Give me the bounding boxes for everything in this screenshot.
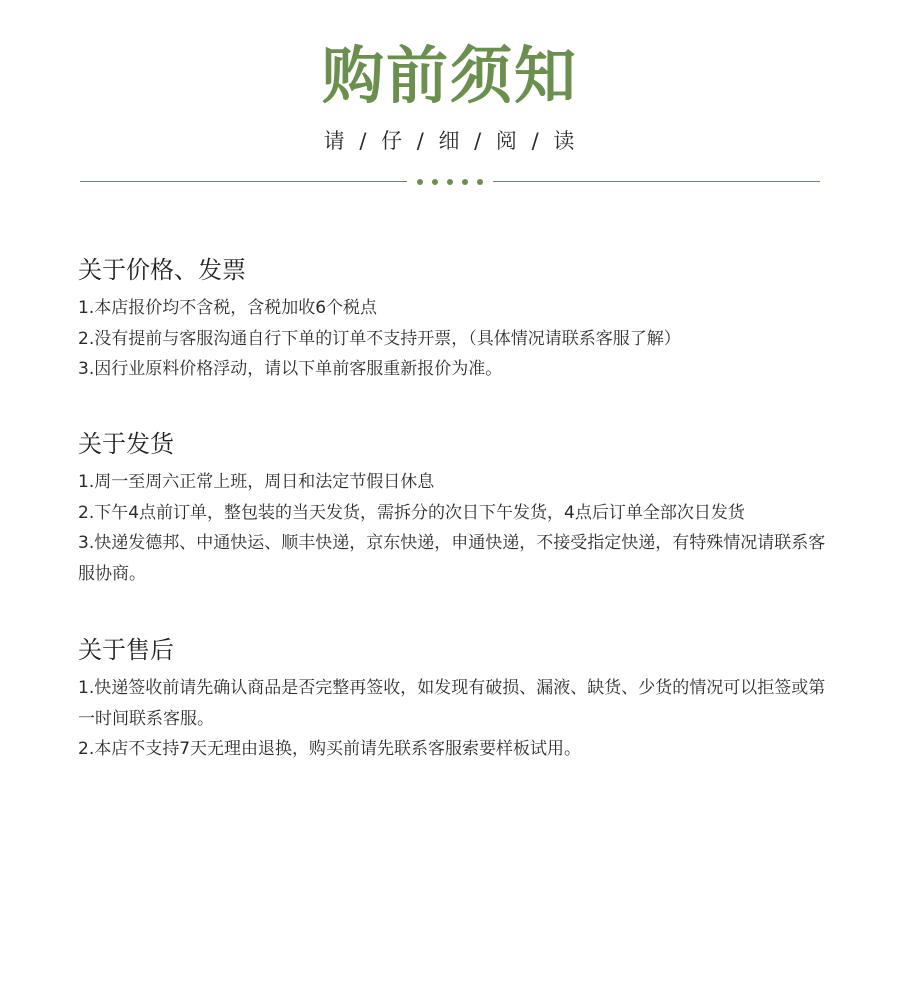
divider-dot <box>447 179 453 185</box>
section-item: 3.快递发德邦、中通快运、顺丰快递，京东快递，申通快递，不接受指定快递，有特殊情况请联系客服协商。 <box>78 533 826 584</box>
divider-line-right <box>493 181 820 182</box>
section-shipping <box>78 427 838 589</box>
section-item: 1.周一至周六正常上班，周日和法定节假日休息 <box>78 472 435 492</box>
title-divider <box>80 176 820 188</box>
section-item: 2.本店不支持7天无理由退换，购买前请先联系客服索要样板试用。 <box>78 739 582 759</box>
divider-dot <box>477 179 483 185</box>
page-subtitle: 请 / 仔 / 细 / 阅 / 读 <box>323 129 577 153</box>
section-price-invoice <box>78 253 838 385</box>
divider-dot <box>417 179 423 185</box>
section-title: 关于发货 <box>78 430 174 458</box>
section-title: 关于价格、发票 <box>78 256 246 284</box>
divider-dot <box>432 179 438 185</box>
divider-dots <box>417 179 487 185</box>
page-title: 购前须知 <box>321 39 578 112</box>
section-title: 关于售后 <box>78 636 174 664</box>
section-item: 2.没有提前与客服沟通自行下单的订单不支持开票，（具体情况请联系客服了解） <box>78 328 681 349</box>
section-after-sales <box>78 633 838 765</box>
header <box>0 0 900 200</box>
divider-line-left <box>80 181 407 182</box>
section-item: 1.快递签收前请先确认商品是否完整再签收，如发现有破损、漏液、缺货、少货的情况可以拒签或第一时间联系客服。 <box>78 678 826 729</box>
divider-dot <box>462 179 468 185</box>
section-item: 2.下午4点前订单，整包装的当天发货，需拆分的次日下午发货，4点后订单全部次日发货 <box>78 502 745 523</box>
section-item: 1.本店报价均不含税，含税加收6个税点 <box>78 298 378 318</box>
section-item: 3.因行业原料价格浮动，请以下单前客服重新报价为准。 <box>78 359 503 379</box>
